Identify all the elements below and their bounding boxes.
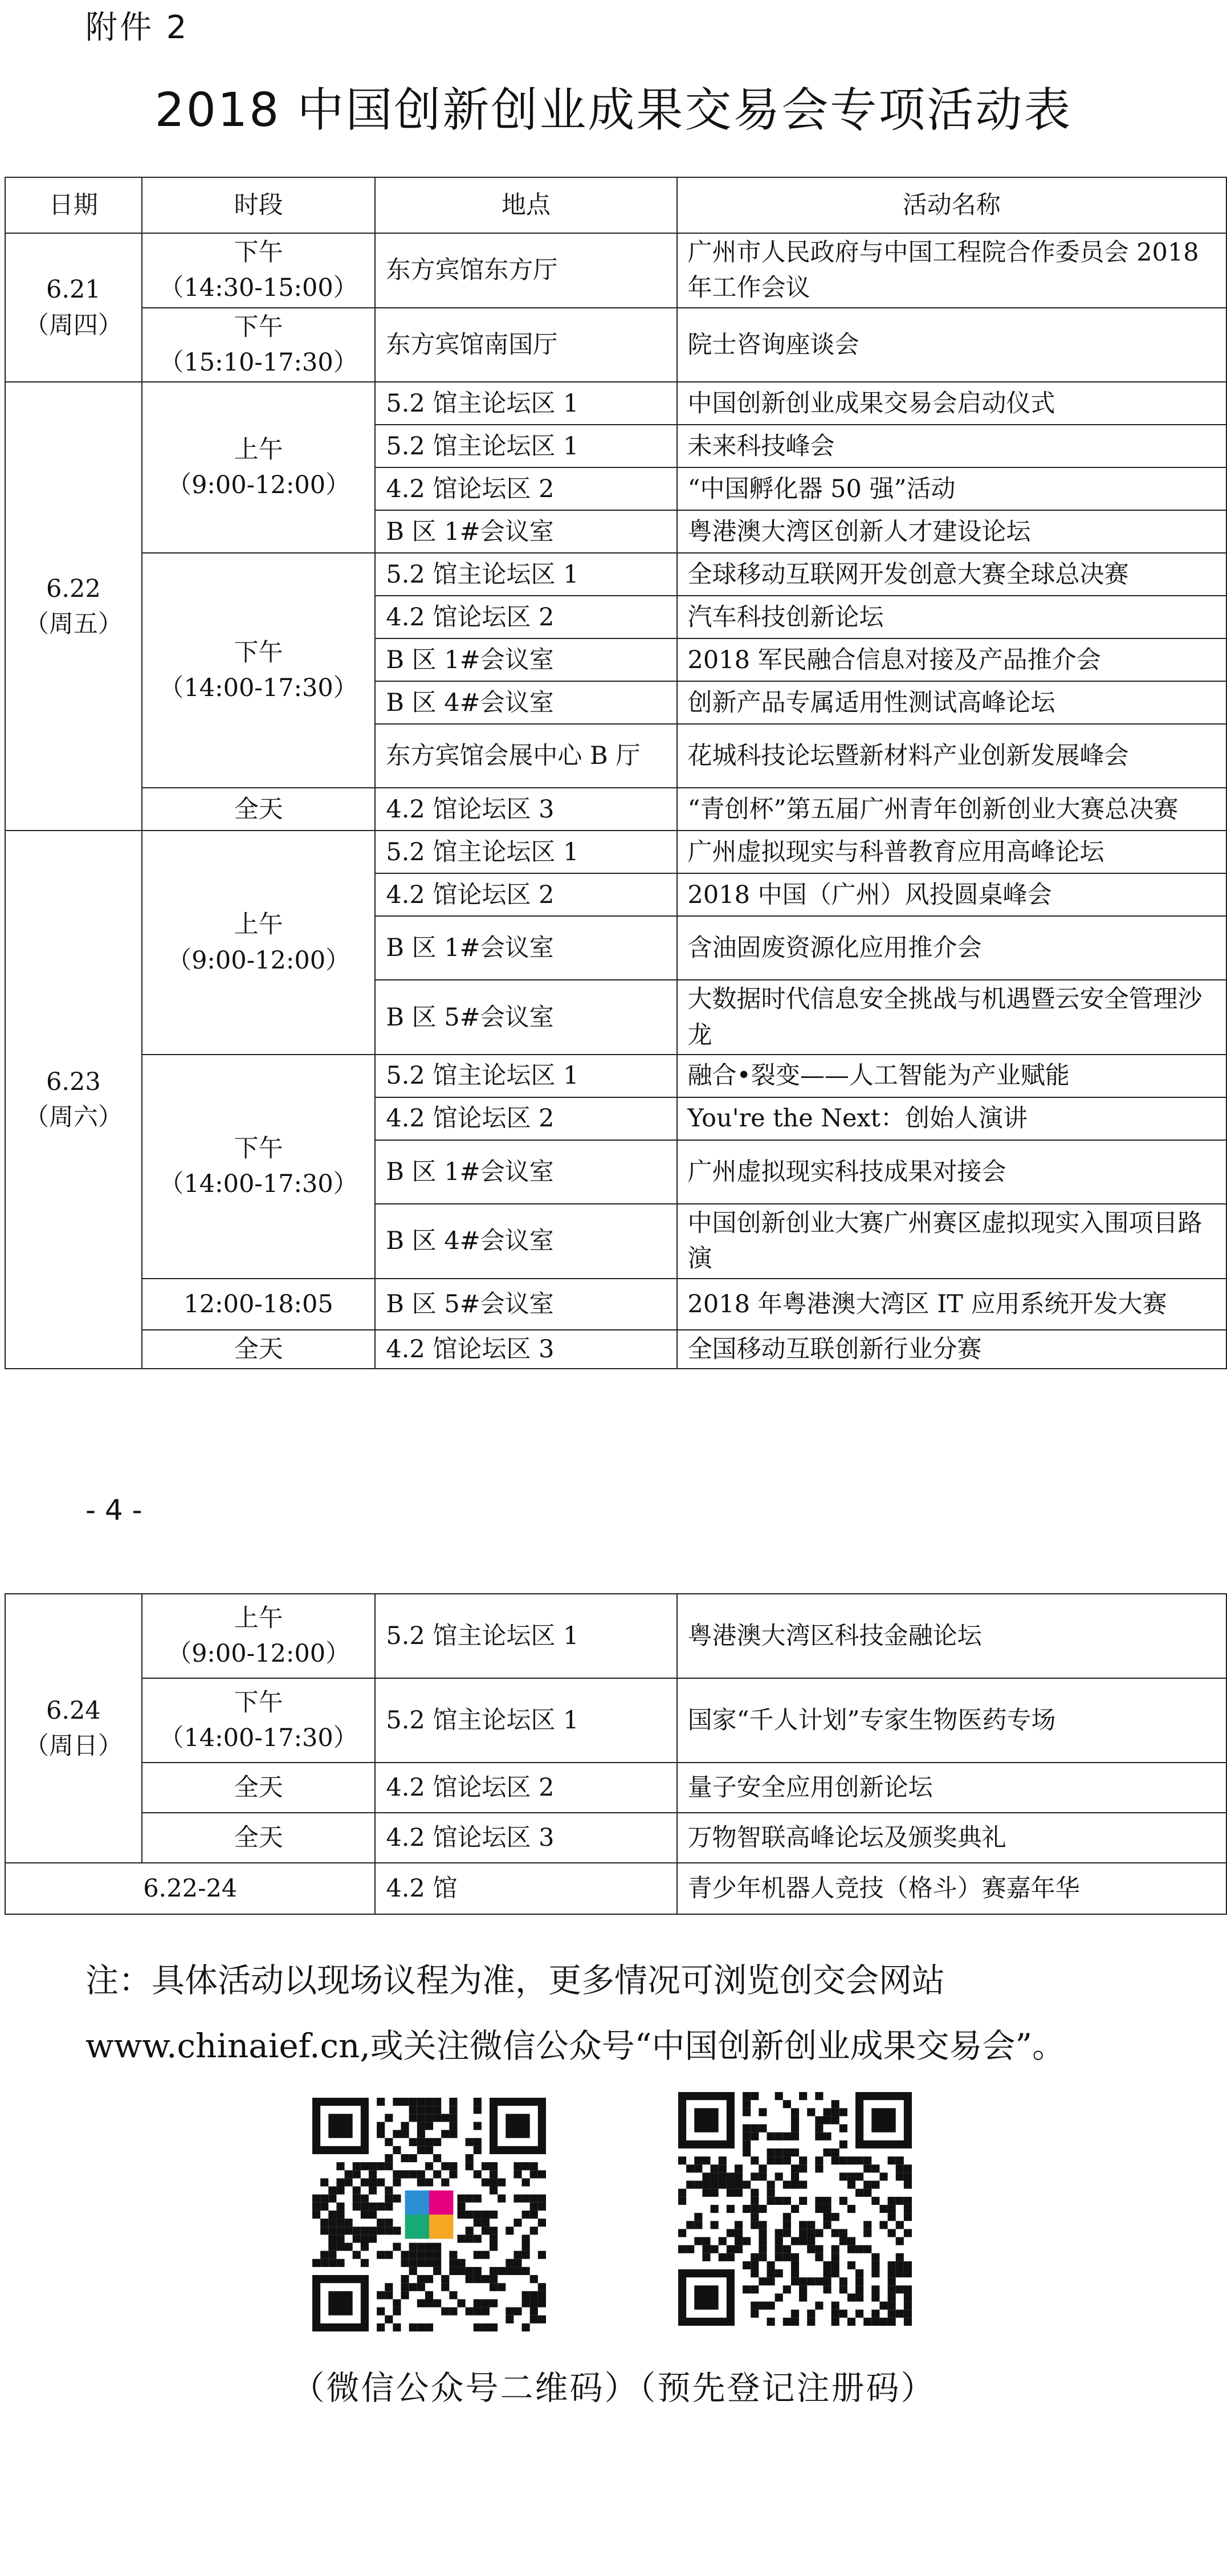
period-cell [142,1763,376,1813]
header-venue: 地点 [375,177,676,233]
weekday-value: （周日） [24,1732,123,1760]
activity-name-cell: 融合•裂变——人工智能为产业赋能 [677,1055,1226,1097]
time-range: （9:00-12:00） [167,946,350,975]
activity-name-cell: 2018 中国（广州）风投圆桌峰会 [677,873,1226,916]
activity-name-cell: 广州虚拟现实与科普教育应用高峰论坛 [677,831,1226,873]
activity-name-cell: 大数据时代信息安全挑战与机遇暨云安全管理沙龙 [677,980,1226,1055]
period-cell [142,1055,376,1279]
venue-cell: 4.2 馆论坛区 2 [375,467,676,510]
activity-name-cell: 广州虚拟现实科技成果对接会 [677,1140,1226,1204]
table-row [5,233,1226,308]
schedule-table-page1 [5,177,1227,1369]
period-cell [142,788,376,831]
period-label: 12:00-18:05 [184,1289,333,1318]
table-row [5,1055,1226,1097]
schedule-table-page2 [5,1593,1227,1915]
header-activity: 活动名称 [677,177,1226,233]
venue-cell: B 区 1#会议室 [375,916,676,980]
period-cell [142,1330,376,1369]
table-row [5,1330,1226,1369]
period-label: 全天 [234,1773,283,1802]
date-range-cell: 6.22-24 [5,1863,375,1914]
table-row [5,1678,1226,1763]
activity-name-cell: You're the Next：创始人演讲 [677,1097,1226,1140]
venue-cell: 4.2 馆论坛区 2 [375,873,676,916]
period-label: 下午 [234,1134,283,1163]
period-cell [142,233,376,308]
activity-name-cell: 中国创新创业成果交易会启动仪式 [677,382,1226,425]
activity-name-cell: “青创杯”第五届广州青年创新创业大赛总决赛 [677,788,1226,831]
date-value: 6.23 [46,1067,101,1096]
date-value: 6.22 [46,574,101,603]
activity-name-cell: 含油固废资源化应用推介会 [677,916,1226,980]
activity-name-cell: 未来科技峰会 [677,425,1226,467]
activity-name-cell: 汽车科技创新论坛 [677,596,1226,638]
activity-name-cell: 粤港澳大湾区创新人才建设论坛 [677,510,1226,553]
venue-cell: 东方宾馆会展中心 B 厅 [375,724,676,788]
activity-name-cell: 全国移动互联创新行业分赛 [677,1330,1226,1369]
time-range: （9:00-12:00） [167,1639,350,1668]
venue-cell: 5.2 馆主论坛区 1 [375,553,676,596]
activity-name-cell: 全球移动互联网开发创意大赛全球总决赛 [677,553,1226,596]
table-row [5,788,1226,831]
time-range: （15:10-17:30） [159,348,358,377]
activity-name-cell: 2018 年粤港澳大湾区 IT 应用系统开发大赛 [677,1279,1226,1330]
header-period: 时段 [142,177,376,233]
time-range: （14:00-17:30） [159,1724,358,1752]
table-row [5,1863,1226,1914]
table-row [5,831,1226,873]
activity-name-cell: 粤港澳大湾区科技金融论坛 [677,1594,1226,1678]
table-row [5,1763,1226,1813]
venue-cell: 东方宾馆南国厅 [375,308,676,382]
note-line-1: 注：具体活动以现场议程为准，更多情况可浏览创交会网站 [85,1961,945,2000]
activity-name-cell: 万物智联高峰论坛及颁奖典礼 [677,1813,1226,1863]
attachment-label: 附件 2 [85,9,189,46]
period-cell [142,382,376,553]
activity-name-cell: 院士咨询座谈会 [677,308,1226,382]
time-range: （9:00-12:00） [167,471,350,500]
period-label: 全天 [234,1334,283,1364]
venue-cell: 4.2 馆 [375,1863,676,1914]
period-label: 全天 [234,1823,283,1852]
period-cell [142,831,376,1055]
activity-name-cell: 中国创新创业大赛广州赛区虚拟现实入围项目路演 [677,1204,1226,1279]
registration-qr-code-icon [678,2092,912,2326]
table-header-row [5,177,1226,233]
period-label: 下午 [234,1688,283,1717]
table-row [5,382,1226,425]
period-label: 全天 [234,795,283,824]
date-cell [5,382,142,831]
venue-cell: 5.2 馆主论坛区 1 [375,1594,676,1678]
venue-cell: 4.2 馆论坛区 3 [375,1813,676,1863]
venue-cell: 4.2 馆论坛区 2 [375,1097,676,1140]
wechat-qr-code-icon [312,2098,546,2331]
venue-cell: B 区 1#会议室 [375,638,676,681]
period-cell [142,1678,376,1763]
table-row [5,1813,1226,1863]
venue-cell: 4.2 馆论坛区 2 [375,1763,676,1813]
period-label: 上午 [234,1604,283,1633]
activity-name-cell: “中国孵化器 50 强”活动 [677,467,1226,510]
period-cell [142,1279,376,1330]
table-row [5,308,1226,382]
venue-cell: 5.2 馆主论坛区 1 [375,1055,676,1097]
venue-cell: B 区 5#会议室 [375,1279,676,1330]
venue-cell: B 区 4#会议室 [375,681,676,724]
period-label: 下午 [234,638,283,668]
page-title: 2018 中国创新创业成果交易会专项活动表 [154,83,1073,137]
venue-cell: B 区 5#会议室 [375,980,676,1055]
venue-cell: 4.2 馆论坛区 3 [375,1330,676,1369]
qr-caption: （微信公众号二维码）（预先登记注册码） [291,2369,936,2407]
period-cell [142,1813,376,1863]
activity-name-cell: 国家“千人计划”专家生物医药专场 [677,1678,1226,1763]
activity-name-cell: 青少年机器人竞技（格斗）赛嘉年华 [677,1863,1226,1914]
date-cell [5,233,142,382]
period-cell [142,1594,376,1678]
venue-cell: 5.2 馆主论坛区 1 [375,425,676,467]
venue-cell: B 区 4#会议室 [375,1204,676,1279]
time-range: （14:00-17:30） [159,1170,358,1199]
table-row [5,553,1226,596]
table-row [5,1279,1226,1330]
venue-cell: 4.2 馆论坛区 2 [375,596,676,638]
venue-cell: 5.2 馆主论坛区 1 [375,1678,676,1763]
date-cell [5,831,142,1369]
period-cell [142,553,376,788]
venue-cell: 5.2 馆主论坛区 1 [375,831,676,873]
venue-cell: 5.2 馆主论坛区 1 [375,382,676,425]
venue-cell: 4.2 馆论坛区 3 [375,788,676,831]
activity-name-cell: 花城科技论坛暨新材料产业创新发展峰会 [677,724,1226,788]
period-label: 上午 [234,910,283,939]
period-label: 下午 [234,312,283,341]
qr-center-logo [401,2187,458,2243]
time-range: （14:00-17:30） [159,674,358,703]
venue-cell: B 区 1#会议室 [375,510,676,553]
activity-name-cell: 创新产品专属适用性测试高峰论坛 [677,681,1226,724]
activity-name-cell: 量子安全应用创新论坛 [677,1763,1226,1813]
table-row [5,1594,1226,1678]
date-value: 6.21 [46,275,101,304]
date-cell [5,1594,142,1863]
period-label: 下午 [234,238,283,267]
date-value: 6.24 [46,1696,101,1725]
activity-name-cell: 广州市人民政府与中国工程院合作委员会 2018 年工作会议 [677,233,1226,308]
weekday-value: （周六） [24,1103,123,1132]
note-line-2: www.chinaief.cn,或关注微信公众号“中国创新创业成果交易会”。 [85,2026,1066,2065]
activity-name-cell: 2018 军民融合信息对接及产品推介会 [677,638,1226,681]
page-number: - 4 - [85,1493,142,1527]
venue-cell: B 区 1#会议室 [375,1140,676,1204]
weekday-value: （周五） [24,609,123,638]
weekday-value: （周四） [24,311,123,340]
period-label: 上午 [234,436,283,465]
period-cell [142,308,376,382]
venue-cell: 东方宾馆东方厅 [375,233,676,308]
time-range: （14:30-15:00） [159,274,358,303]
header-date: 日期 [5,177,142,233]
